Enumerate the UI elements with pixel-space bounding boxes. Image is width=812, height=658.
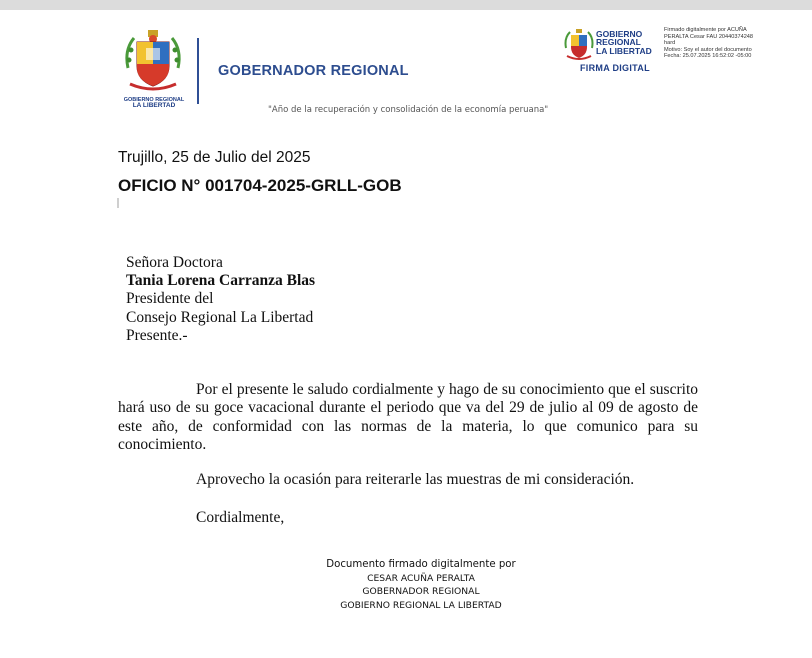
stamp-brand-line3: LA LIBERTAD: [596, 45, 652, 56]
signature-line2: CESAR ACUÑA PERALTA: [367, 572, 475, 584]
regional-crest-icon: [122, 28, 184, 98]
stamp-brand-line2: REGIONAL: [596, 37, 641, 48]
stamp-meta-line1: Firmado digitalmente por ACUÑA: [664, 27, 747, 33]
signature-line1: Documento firmado digitalmente por: [326, 559, 516, 570]
motto: "Año de la recuperación y consolidación de la economía peruana": [268, 105, 549, 115]
body-paragraph: Por el presente le saludo cordialmente y hago de su conocimiento que el suscrito hará uso de su goce vacacional durante el periodo que va del 29 de julio al 09 de agosto de este año, de conformidad con las normas de la materia, lo que comunico para su conocimiento.: [118, 381, 698, 454]
recipient-salutation: Señora Doctora: [126, 254, 223, 271]
signature-line4: GOBIERNO REGIONAL LA LIBERTAD: [340, 599, 502, 611]
stamp-tag: FIRMA DIGITAL: [580, 63, 650, 73]
margin-mark: [117, 198, 119, 208]
stamp-meta-line5: Fecha: 25.07.2025 16:52:02 -05:00: [664, 53, 752, 60]
stamp-meta-line3: hard: [664, 40, 676, 47]
stamp-crest-icon: [563, 28, 595, 62]
recipient-role-line1: Presidente del: [126, 290, 214, 308]
stamp-meta-line4: Motivo: Soy el autor del documento: [664, 46, 752, 53]
crest-caption: [121, 97, 187, 109]
top-shadow: [0, 0, 812, 10]
recipient-block: [126, 254, 315, 345]
letter-date: Trujillo, 25 de Julio del 2025: [118, 149, 311, 166]
letter-reference: OFICIO N° 001704-2025-GRLL-GOB: [118, 176, 402, 195]
letter-body: [118, 381, 698, 455]
recipient-presente: Presente.-: [126, 326, 188, 344]
recipient-name: Tania Lorena Carranza Blas: [126, 272, 316, 290]
crest-caption-line2: LA LIBERTAD: [132, 102, 176, 109]
crest-caption-line1: GOBIERNO REGIONAL: [123, 97, 185, 103]
header-divider: [197, 38, 199, 104]
stamp-meta-line2: PERALTA Cesar FAU 20440374248: [664, 33, 754, 40]
letter-closing: Cordialmente,: [196, 509, 285, 526]
signature-line3: GOBERNADOR REGIONAL: [362, 586, 480, 598]
stamp-brand-line1: GOBIERNO: [596, 29, 643, 39]
recipient-role-line2: Consejo Regional La Libertad: [126, 308, 314, 326]
stamp-brand: [596, 30, 652, 55]
body-paragraph-2: Aprovecho la ocasión para reiterarle las muestras de mi consideración.: [196, 471, 635, 488]
office-title: GOBERNADOR REGIONAL: [218, 63, 409, 79]
digital-signature-block: [300, 558, 542, 612]
stamp-metadata: [664, 27, 809, 60]
